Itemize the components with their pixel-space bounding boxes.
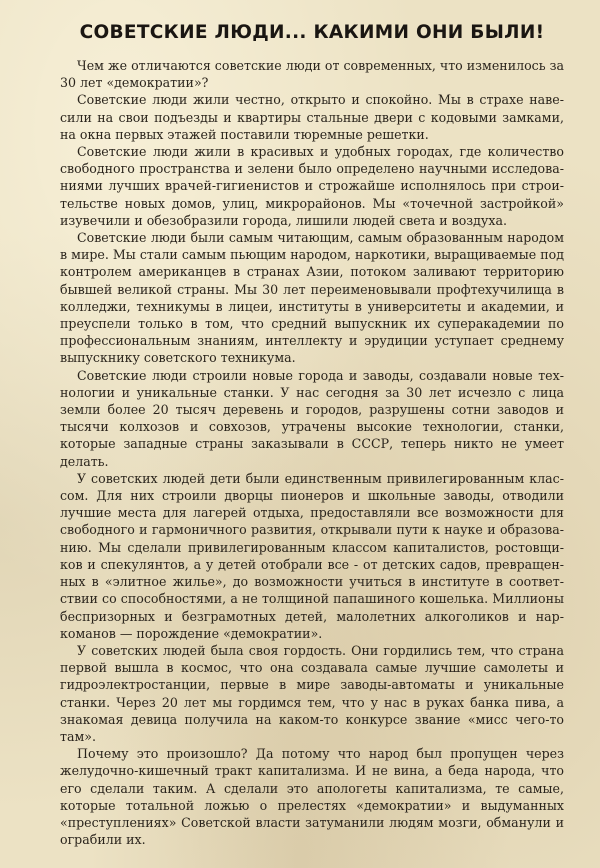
paragraph-5: Советские люди строили новые города и заводы, создавали новые технологии и уникальные станки. У нас сегодня за 30 лет исчезло с лица земли более 20 тысяч деревень и городов, разрушены сотни заводов и тысячи колхозов и совхозов, утрачены высокие технологии, станки, которые западные страны заказывали в СССР, теперь никто не умеет делать.	[60, 367, 564, 469]
paragraph-8: Почему это произошло? Да потому что народ был пропущен через желудочно-кишечный тракт капитализма. И не вина, а беда народа, что его сделали таким. А сделали это апологеты капитализма, те самые, которые тотальной ложью о прелестях «демократии» и выдуманных «преступлениях» Советской власти затуманили людям мозги, обманули и ограбили их.	[60, 746, 564, 848]
paragraph-2: Советские люди жили честно, открыто и спокойно. Мы в страхе навесили на свои подъезды и квартиры стальные двери с кодовыми замками, на окна первых этажей поставили тюремные решетки.	[60, 92, 564, 142]
paragraph-7: У советских людей была своя гордость. Они гордились тем, что страна первой вышла в космос, что она создавала самые лучшие самолеты и гидроэлектростанции, первые в мире заводы-автоматы и уникальные станки. Через 20 лет мы гордимся тем, что у нас в руках банка пива, а знакомая девица получила на каком-то конкурсе звание «мисс чего-то там».	[60, 642, 564, 744]
paragraph-1: Чем же отличаются советские люди от современных, что изменилось за 30 лет «демократии»?	[60, 58, 564, 91]
paragraph-4: Советские люди были самым читающим, самым образованным народом в мире. Мы стали самым пьющим народом, наркотики, выращиваемые под контролем американцев в странах Азии, потоком заливают территорию бывшей великой страны. Мы 30 лет переименовывали профтехучилища в колледжи, техникумы в лицеи, институты в университеты и академии, и преуспели только в том, что средний выпускник их суперакадемии по профессиональным знаниям, интеллекту и эрудиции уступает среднему выпускнику советского техникума.	[60, 230, 564, 366]
paragraph-6: У советских людей дети были единственным привилегированным классом. Для них строили дворцы пионеров и школьные заводы, отводили лучшие места для лагерей отдыха, предоставляли все возможности для свободного и гармоничного развития, открывали пути к науке и образованию. Мы сделали привилегированным классом капиталистов, ростовщиков и спекулянтов, а у детей отобрали все - от детских садов, превращенных в «элитное жилье», до возможности учиться в институте в соответствии со способностями, а не толщиной папашиного кошелька. Миллионы беспризорных и безграмотных детей, малолетних алкоголиков и наркоманов — порождение «демократии».	[60, 470, 564, 641]
paragraph-3: Советские люди жили в красивых и удобных городах, где количество свободного пространства и зелени было определено научными исследованиями лучших врачей-гигиенистов и строжайше исполнялось при строительстве новых домов, улиц, микрорайонов. Мы «точечной застройкой» изувечили и обезобразили города, лишили людей света и воздуха.	[60, 144, 564, 228]
article-title: СОВЕТСКИЕ ЛЮДИ... КАКИМИ ОНИ БЫЛИ!	[79, 22, 545, 43]
article-body	[60, 57, 564, 848]
